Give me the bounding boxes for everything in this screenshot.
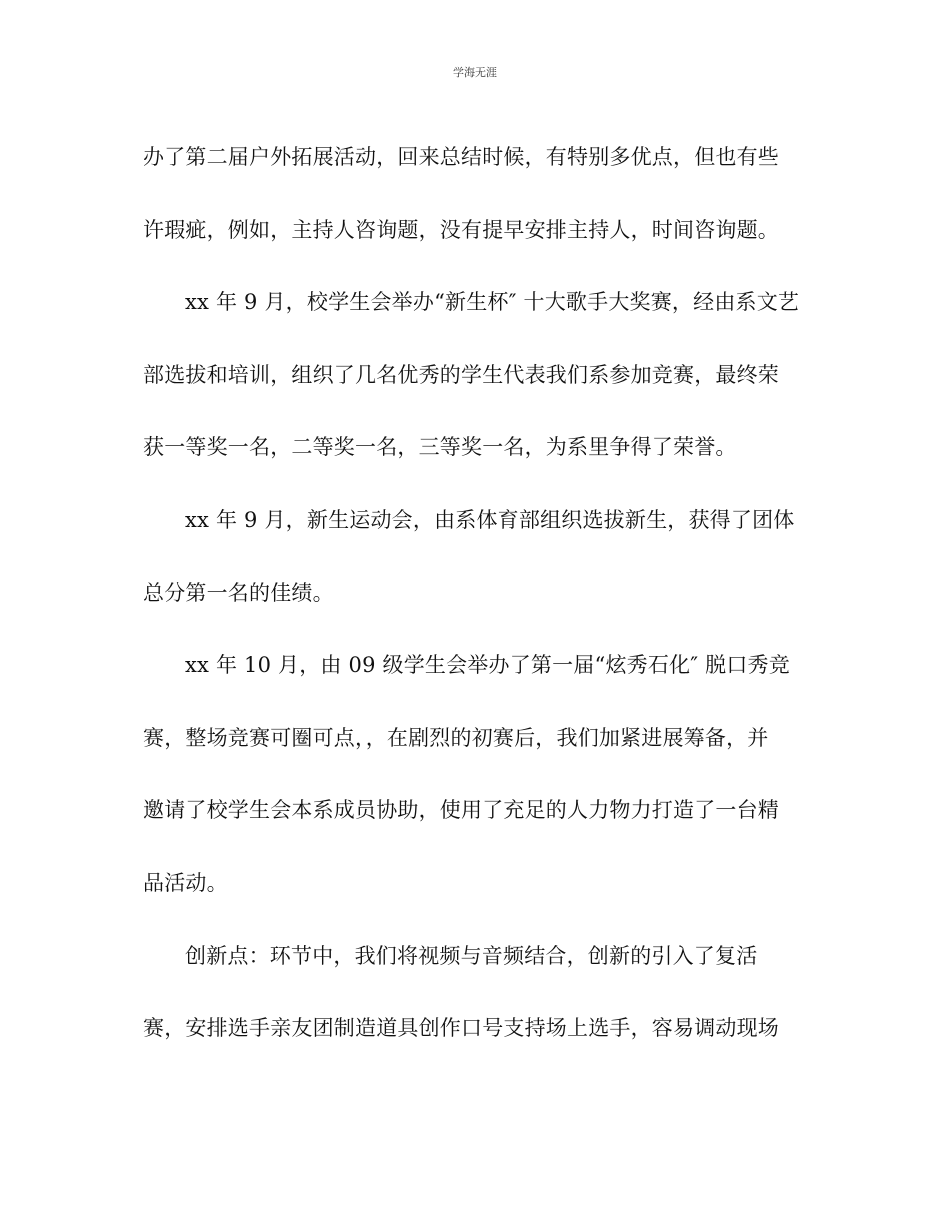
text-line: 部选拔和培训，组织了几名优秀的学生代表我们系参加竞赛，最终荣 xyxy=(143,362,779,387)
text-line: 总分第一名的佳绩。 xyxy=(143,580,334,605)
document-body xyxy=(143,135,813,1079)
text-line: 赛，整场竞赛可圈可点，，在剧烈的初赛后，我们加紧进展筹备，并 xyxy=(143,725,769,750)
text-line: 许瑕疵，例如，主持人咨询题，没有提早安排主持人，时间咨询题。 xyxy=(143,217,779,242)
text-line: 办了第二届户外拓展活动，回来总结时候，有特别多优点，但也有些 xyxy=(143,145,779,169)
text-line: 赛，安排选手亲友团制造道具创作口号支持场上选手，容易调动现场 xyxy=(143,1016,779,1041)
page-header: 学海无涯 xyxy=(453,66,497,79)
paragraph-start-line: xx 年 10 月，由 09 级学生会举办了第一届“炫秀石化″ 脱口秀竞 xyxy=(185,653,790,678)
paragraph-start-line: xx 年 9 月，校学生会举办“新生杯″ 十大歌手大奖赛，经由系文艺 xyxy=(185,290,800,315)
text-line: 邀请了校学生会本系成员协助，使用了充足的人力物力打造了一台精 xyxy=(143,798,779,823)
text-line: 获一等奖一名，二等奖一名，三等奖一名，为系里争得了荣誉。 xyxy=(143,435,737,460)
text-line: 品活动。 xyxy=(143,870,228,895)
paragraph-start-line: xx 年 9 月，新生运动会，由系体育部组织选拔新生，获得了团体 xyxy=(185,507,795,532)
paragraph-start-line: 创新点：环节中，我们将视频与音频结合，创新的引入了复活 xyxy=(185,943,758,968)
